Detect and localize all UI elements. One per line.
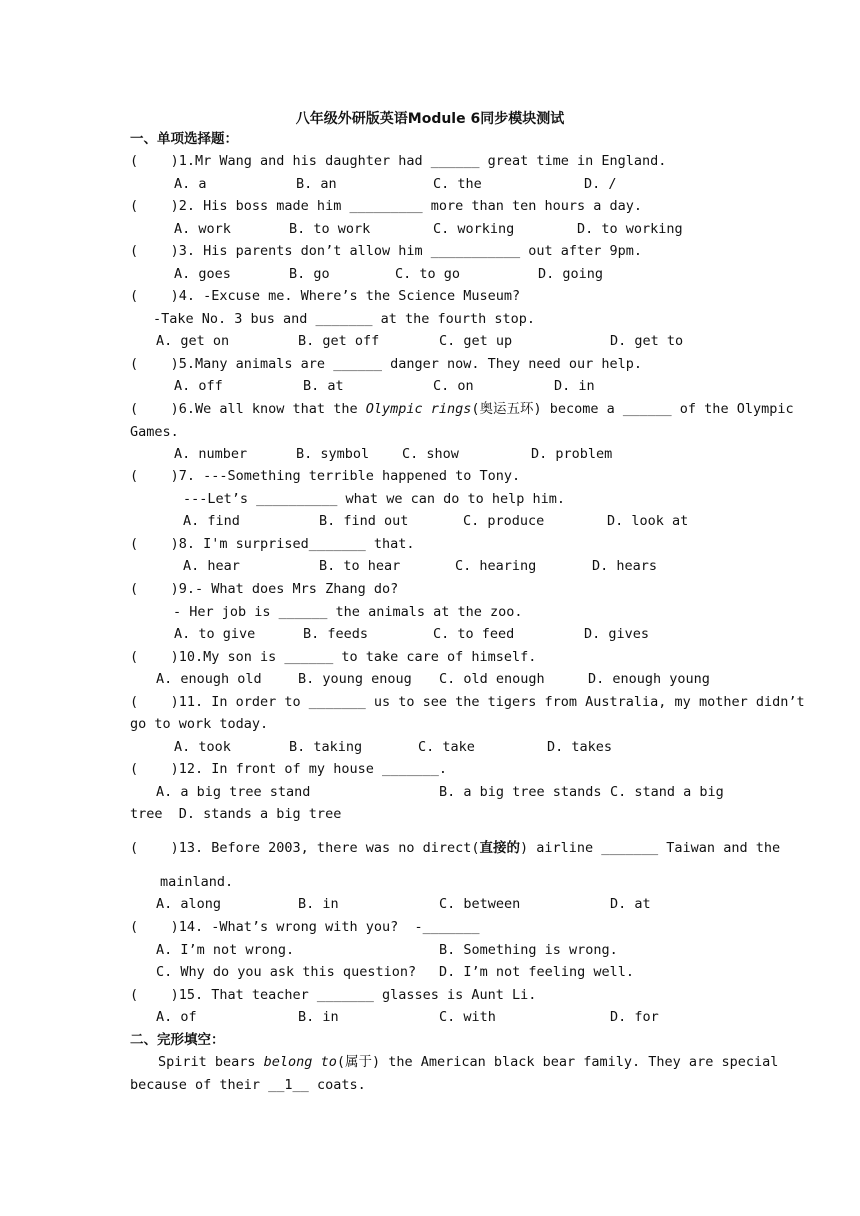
q13-option-c: C. between	[439, 896, 521, 912]
q4-option-b: B. get off	[298, 333, 380, 349]
question-11-stem: ( )11. In order to _______ us to see the tigers from Australia, my mother didn’t	[130, 694, 805, 710]
page-title: 八年级外研版英语Module 6同步模块测试	[295, 111, 565, 127]
passage-line-2	[130, 1077, 366, 1093]
q5-option-b: B. at	[303, 378, 344, 394]
q5-option-c: C. on	[433, 378, 474, 394]
q3-option-b: B. go	[289, 266, 330, 282]
q7-option-b: B. find out	[319, 513, 409, 529]
q2-option-a: A. work	[174, 221, 231, 237]
q1-option-d: D. /	[584, 176, 617, 192]
q13-option-d: D. at	[610, 896, 651, 912]
q6-option-b: B. symbol	[296, 446, 370, 462]
cloze-blank-1: __1__	[268, 1077, 309, 1093]
question-6-stem	[130, 401, 794, 417]
question-10-stem: ( )10.My son is ______ to take care of himself.	[130, 649, 537, 665]
q9-option-b: B. feeds	[303, 626, 369, 642]
q11-option-c: C. take	[418, 739, 475, 755]
q10-option-b: B. young enoug	[298, 671, 412, 687]
q10-option-d: D. enough young	[588, 671, 710, 687]
passage-italic: belong to	[263, 1054, 337, 1070]
q2-option-b: B. to work	[289, 221, 371, 237]
question-15-stem: ( )15. That teacher _______ glasses is Aunt Li.	[130, 987, 537, 1003]
question-4-reply: -Take No. 3 bus and _______ at the fourth stop.	[153, 311, 536, 327]
q4-option-a: A. get on	[156, 333, 230, 349]
question-4-stem: ( )4. -Excuse me. Where’s the Science Museum?	[130, 288, 521, 304]
q8-option-c: C. hearing	[455, 558, 537, 574]
q14-option-a: A. I’m not wrong.	[156, 942, 295, 958]
q6-stem-pre: ( )6.We all know that the	[130, 401, 366, 417]
q4-option-d: D. get to	[610, 333, 684, 349]
q1-option-c: C. the	[433, 176, 482, 192]
question-2-stem: ( )2. His boss made him _________ more than ten hours a day.	[130, 198, 643, 214]
q11-option-a: A. took	[174, 739, 231, 755]
q14-option-c: C. Why do you ask this question?	[156, 964, 417, 980]
question-13-continuation: mainland.	[160, 874, 234, 890]
q2-option-c: C. working	[433, 221, 515, 237]
q9-option-a: A. to give	[174, 626, 256, 642]
q13-stem-post: ) airline _______ Taiwan and the	[520, 840, 781, 856]
q12-option-b: B. a big tree stands	[439, 784, 602, 800]
question-7-stem: ( )7. ---Something terrible happened to Tony.	[130, 468, 521, 484]
q13-option-a: A. along	[156, 896, 222, 912]
q14-option-d: D. I’m not feeling well.	[439, 964, 635, 980]
q11-option-d: D. takes	[547, 739, 613, 755]
q3-option-a: A. goes	[174, 266, 231, 282]
q15-option-d: D. for	[610, 1009, 659, 1025]
question-3-stem: ( )3. His parents don’t allow him ___________ out after 9pm.	[130, 243, 643, 259]
question-9-reply: - Her job is ______ the animals at the zoo.	[173, 604, 523, 620]
q7-option-a: A. find	[183, 513, 240, 529]
q15-option-b: B. in	[298, 1009, 339, 1025]
q6-option-c: C. show	[402, 446, 459, 462]
question-9-stem: ( )9.- What does Mrs Zhang do?	[130, 581, 399, 597]
q3-option-c: C. to go	[395, 266, 461, 282]
question-11-continuation: go to work today.	[130, 716, 269, 732]
q8-option-b: B. to hear	[319, 558, 401, 574]
q9-option-c: C. to feed	[433, 626, 515, 642]
q14-option-b: B. Something is wrong.	[439, 942, 618, 958]
q3-option-d: D. going	[538, 266, 604, 282]
question-13-stem	[130, 840, 780, 856]
q5-option-d: D. in	[554, 378, 595, 394]
q12-option-c: C. stand a big	[610, 784, 724, 800]
passage-line-1	[158, 1054, 778, 1070]
question-14-stem: ( )14. -What’s wrong with you? -_______	[130, 919, 480, 935]
q5-option-a: A. off	[174, 378, 223, 394]
question-7-reply: ---Let’s __________ what we can do to help him.	[183, 491, 566, 507]
passage-pre: Spirit bears	[158, 1054, 264, 1070]
q6-option-a: A. number	[174, 446, 248, 462]
question-6-continuation: Games.	[130, 424, 179, 440]
q13-stem-bold: 直接的	[479, 840, 520, 856]
q7-option-c: C. produce	[463, 513, 545, 529]
passage-mid: (属于) the American black bear family. They are special	[336, 1054, 779, 1070]
q6-stem-italic: Olympic rings	[365, 401, 472, 417]
passage-line2-post: coats.	[308, 1077, 366, 1093]
q4-option-c: C. get up	[439, 333, 513, 349]
q9-option-d: D. gives	[584, 626, 650, 642]
q6-option-d: D. problem	[531, 446, 613, 462]
q2-option-d: D. to working	[577, 221, 683, 237]
q13-stem-pre: ( )13. Before 2003, there was no direct(	[130, 840, 480, 856]
question-5-stem: ( )5.Many animals are ______ danger now. They need our help.	[130, 356, 643, 372]
q6-stem-post: (奥运五环) become a ______ of the Olympic	[471, 401, 794, 417]
question-12-stem: ( )12. In front of my house _______.	[130, 761, 447, 777]
passage-line2-pre: because of their	[130, 1077, 269, 1093]
q12-option-c-continued-and-d: tree D. stands a big tree	[130, 806, 342, 822]
section-heading-choice: 一、单项选择题：	[130, 131, 238, 147]
q12-option-a: A. a big tree stand	[156, 784, 311, 800]
q1-option-a: A. a	[174, 176, 207, 192]
section-heading-cloze: 二、完形填空：	[130, 1032, 225, 1048]
question-1-stem: ( )1.Mr Wang and his daughter had ______ great time in England.	[130, 153, 667, 169]
q8-option-a: A. hear	[183, 558, 240, 574]
q13-option-b: B. in	[298, 896, 339, 912]
q15-option-a: A. of	[156, 1009, 197, 1025]
q7-option-d: D. look at	[607, 513, 689, 529]
q1-option-b: B. an	[296, 176, 337, 192]
q10-option-a: A. enough old	[156, 671, 262, 687]
q15-option-c: C. with	[439, 1009, 496, 1025]
q10-option-c: C. old enough	[439, 671, 545, 687]
q8-option-d: D. hears	[592, 558, 658, 574]
question-8-stem: ( )8. I'm surprised_______ that.	[130, 536, 415, 552]
q11-option-b: B. taking	[289, 739, 363, 755]
